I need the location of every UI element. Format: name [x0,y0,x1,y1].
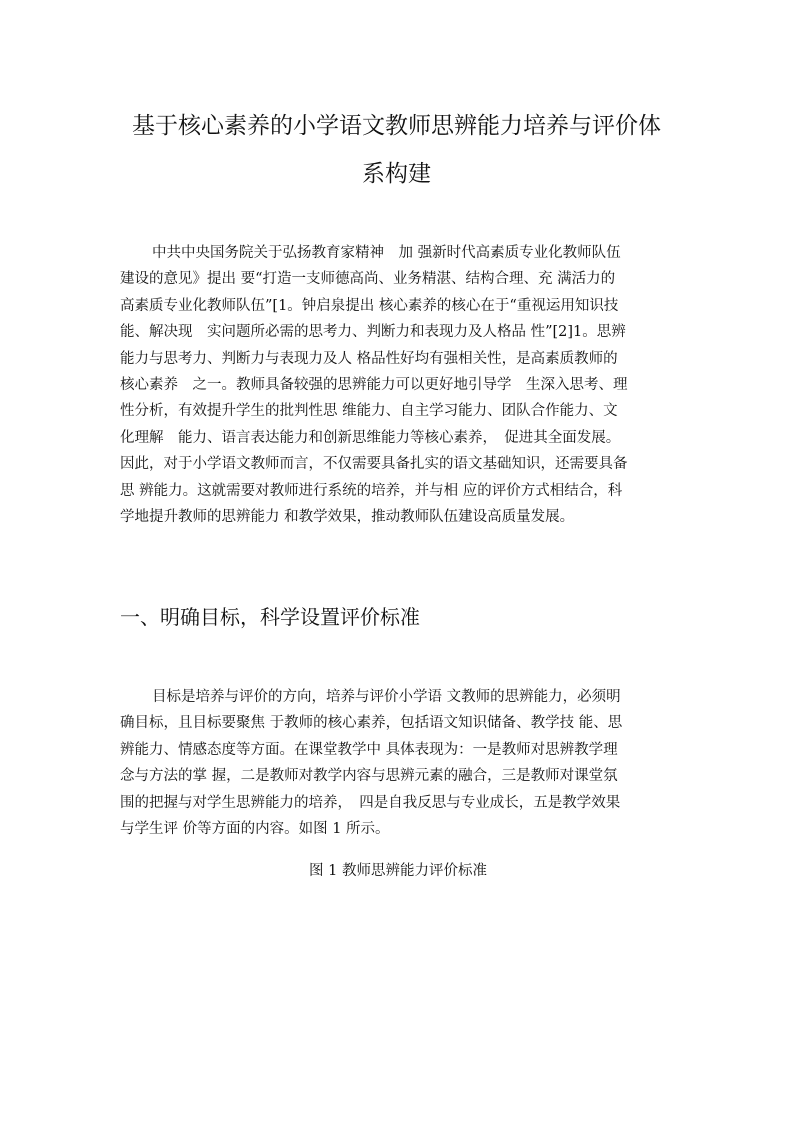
text-line: 与学生评 价等方面的内容。如图 1 所示。 [120,821,390,838]
figure-caption: 图 1 教师思辨能力评价标准 [309,863,487,879]
text-line: 辨能力、情感态度等方面。在课堂教学中 具体表现为：一是教师对思辨教学理 [120,741,618,758]
text-line: 核心素养 之一。教师具备较强的思辨能力可以更好地引导学 生深入思考、理 [120,377,628,394]
text-line: 中共中央国务院关于弘扬教育家精神 加 强新时代高素质专业化教师队伍 [152,245,621,261]
text-line: 思 辨能力。这就需要对教师进行系统的培养，并与相 应的评价方式相结合，科 [120,482,623,499]
text-line: 围的把握与对学生思辨能力的培养， 四是自我反思与专业成长，五是教学效果 [120,794,621,811]
intro-paragraph [120,240,676,530]
text-line: 目标是培养与评价的方向，培养与评价小学语 文教师的思辨能力，必须明 [152,689,621,705]
document-title [110,102,683,198]
text-line: 高素质专业化教师队伍”[1。钟启泉提出 核心素养的核心在于“重视运用知识技 [120,297,619,314]
section-heading: 一、明确目标，科学设置评价标准 [120,605,420,629]
text-line: 能、解决现 实问题所必需的思考力、判断力和表现力及人格品 性”[2]1。思辨 [120,324,626,341]
title-line: 系构建 [362,161,431,187]
section-paragraph [120,684,676,842]
text-line: 化理解 能力、语言表达能力和创新思维能力等核心素养， 促进其全面发展。 [120,429,621,446]
text-line: 学地提升教师的思辨能力 和教学效果，推动教师队伍建设高质量发展。 [120,509,575,526]
title-line: 基于核心素养的小学语文教师思辨能力培养与评价体 [132,113,661,139]
text-line: 性分析，有效提升学生的批判性思 维能力、自主学习能力、团队合作能力、文 [120,403,618,420]
text-line: 能力与思考力、判断力与表现力及人 格品性好均有强相关性，是高素质教师的 [120,350,618,367]
text-line: 因此，对于小学语文教师而言，不仅需要具备扎实的语文基础知识，还需要具备 [120,456,628,473]
text-line: 念与方法的掌 握，二是教师对教学内容与思辨元素的融合，三是教师对课堂氛 [120,768,618,785]
text-line: 建设的意见》提出 要“打造一支师德高尚、业务精湛、结构合理、充 满活力的 [120,271,616,288]
text-line: 确目标，且目标要聚焦 于教师的核心素养，包括语文知识储备、教学技 能、思 [120,715,623,732]
